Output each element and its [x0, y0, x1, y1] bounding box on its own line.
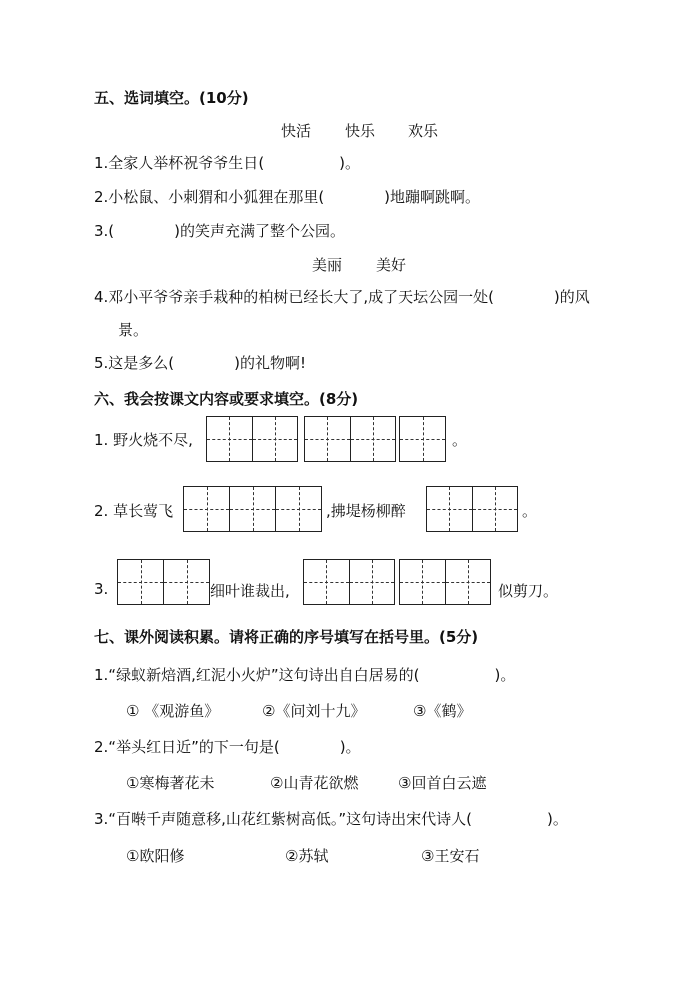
word-option: 快乐 — [345, 122, 376, 140]
grid-cell[interactable] — [351, 417, 396, 461]
section-7-title: 七、课外阅读积累。请将正确的序号填写在括号里。(5分) — [94, 628, 479, 646]
grid-cell[interactable] — [207, 417, 253, 461]
grid-cell[interactable] — [400, 560, 446, 604]
option-item: ①寒梅著花未 — [126, 774, 215, 792]
grid-cell[interactable] — [473, 487, 518, 531]
option-item: ③回首白云遮 — [398, 774, 487, 792]
grid-cell[interactable] — [253, 417, 298, 461]
section-6-title: 六、我会按课文内容或要求填空。(8分) — [94, 390, 359, 408]
option-item: ②《问刘十九》 — [262, 702, 366, 720]
option-item: ②苏轼 — [285, 847, 329, 865]
grid-cell[interactable] — [276, 487, 321, 531]
grid-cell[interactable] — [164, 560, 209, 604]
answer-grid[interactable] — [426, 486, 518, 532]
s6-question-1-end: 。 — [452, 431, 468, 449]
s6-question-1-text: 1. 野火烧不尽, — [94, 431, 193, 449]
grid-cell[interactable] — [305, 417, 351, 461]
s6-question-2-end: 。 — [522, 502, 538, 520]
option-item: ① 《观游鱼》 — [126, 702, 220, 720]
s5-question-4: 4.邓小平爷爷亲手栽种的柏树已经长大了,成了天坛公园一处( )的风 — [94, 288, 590, 306]
s5-question-1: 1.全家人举杯祝爷爷生日( )。 — [94, 154, 361, 172]
s5-question-2: 2.小松鼠、小刺猬和小狐狸在那里( )地蹦啊跳啊。 — [94, 188, 481, 206]
s6-question-3-mid: 细叶谁裁出, — [210, 582, 290, 600]
s7-question-1: 1.“绿蚁新焙酒,红泥小火炉”这句诗出自白居易的( )。 — [94, 666, 516, 684]
s5-question-5: 5.这是多么( )的礼物啊! — [94, 354, 307, 372]
option-item: ③王安石 — [421, 847, 480, 865]
answer-grid[interactable] — [303, 559, 395, 605]
grid-cell[interactable] — [446, 560, 491, 604]
grid-cell[interactable] — [350, 560, 395, 604]
answer-grid[interactable] — [206, 416, 298, 462]
answer-grid[interactable] — [117, 559, 210, 605]
option-item: ②山青花欲燃 — [270, 774, 359, 792]
section-5-title: 五、选词填空。(10分) — [94, 89, 249, 107]
s5-question-4-cont: 景。 — [118, 321, 149, 339]
word-option: 美丽 — [312, 256, 343, 274]
s5-question-3: 3.( )的笑声充满了整个公园。 — [94, 222, 346, 240]
grid-cell[interactable] — [184, 487, 230, 531]
answer-grid[interactable] — [304, 416, 396, 462]
word-option: 欢乐 — [408, 122, 439, 140]
grid-cell[interactable] — [427, 487, 473, 531]
option-item: ③《鹤》 — [413, 702, 472, 720]
grid-cell[interactable] — [118, 560, 164, 604]
s6-question-3-end: 似剪刀。 — [498, 582, 559, 600]
grid-cell[interactable] — [230, 487, 276, 531]
answer-grid[interactable] — [399, 559, 491, 605]
grid-cell[interactable] — [400, 417, 445, 461]
s6-question-2-text: 2. 草长莺飞 — [94, 502, 174, 520]
s7-question-3: 3.“百啭千声随意移,山花红紫树高低。”这句诗出宋代诗人( )。 — [94, 810, 568, 828]
grid-cell[interactable] — [304, 560, 350, 604]
word-option: 美好 — [376, 256, 407, 274]
s6-question-2-mid: ,拂堤杨柳醉 — [326, 502, 406, 520]
s7-question-2: 2.“举头红日近”的下一句是( )。 — [94, 738, 361, 756]
answer-grid[interactable] — [399, 416, 446, 462]
s6-question-3-text: 3. — [94, 580, 109, 598]
answer-grid[interactable] — [183, 486, 322, 532]
word-option: 快活 — [281, 122, 312, 140]
option-item: ①欧阳修 — [126, 847, 185, 865]
